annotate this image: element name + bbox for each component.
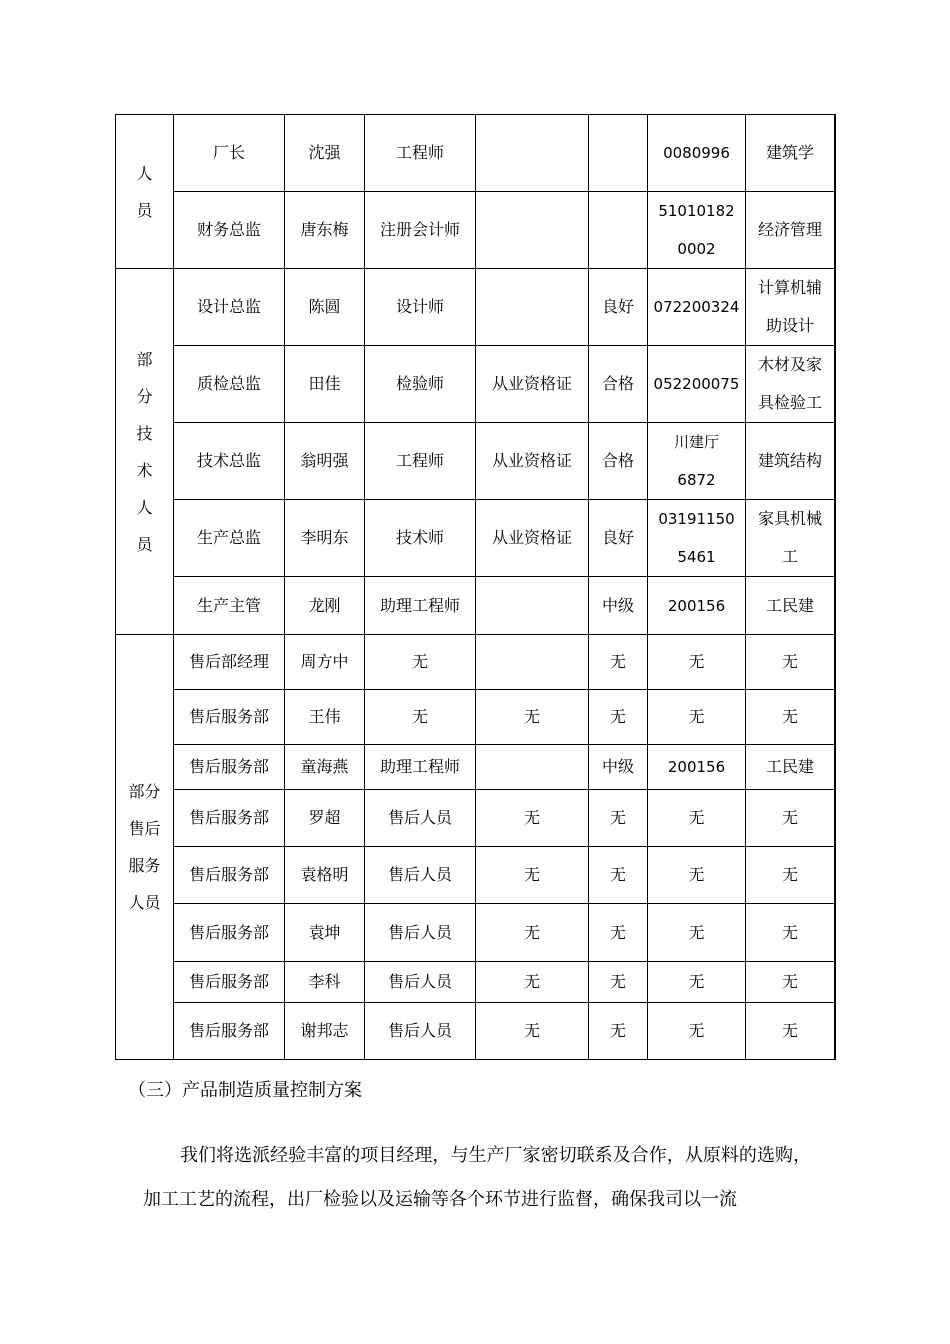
level-cell [589, 115, 648, 192]
number-cell: 031911505461 [648, 500, 746, 577]
level-cell: 良好 [589, 500, 648, 577]
position-cell: 生产主管 [174, 577, 285, 635]
number-cell: 无 [648, 847, 746, 904]
number-cell: 052200075 [648, 346, 746, 423]
name-cell: 田佳 [285, 346, 365, 423]
table-row [116, 690, 835, 745]
name-cell: 龙刚 [285, 577, 365, 635]
certificate-cell: 无 [476, 1003, 589, 1060]
major-cell: 计算机辅助设计 [746, 269, 835, 346]
certificate-cell: 无 [476, 690, 589, 745]
major-cell: 建筑学 [746, 115, 835, 192]
major-cell: 无 [746, 847, 835, 904]
level-cell: 无 [589, 962, 648, 1003]
name-cell: 袁坤 [285, 904, 365, 962]
title-cell: 售后人员 [365, 962, 476, 1003]
major-cell: 建筑结构 [746, 423, 835, 500]
number-cell: 无 [648, 1003, 746, 1060]
certificate-cell: 无 [476, 904, 589, 962]
level-cell: 合格 [589, 346, 648, 423]
name-cell: 童海燕 [285, 745, 365, 790]
level-cell: 无 [589, 1003, 648, 1060]
table-row [116, 500, 835, 577]
number-cell: 无 [648, 690, 746, 745]
name-cell: 罗超 [285, 790, 365, 847]
position-cell: 售后服务部 [174, 962, 285, 1003]
section-heading: （三）产品制造质量控制方案 [128, 1080, 362, 1101]
level-cell: 中级 [589, 745, 648, 790]
major-cell: 无 [746, 1003, 835, 1060]
level-cell [589, 192, 648, 269]
number-cell: 川建厅6872 [648, 423, 746, 500]
table-row [116, 1003, 835, 1060]
table-row [116, 847, 835, 904]
level-cell: 良好 [589, 269, 648, 346]
number-cell: 200156 [648, 577, 746, 635]
table-row [116, 346, 835, 423]
position-cell: 售后服务部 [174, 847, 285, 904]
position-cell: 厂长 [174, 115, 285, 192]
number-cell: 无 [648, 790, 746, 847]
position-cell: 售后部经理 [174, 635, 285, 690]
position-cell: 售后服务部 [174, 790, 285, 847]
name-cell: 袁格明 [285, 847, 365, 904]
body-paragraph: 我们将选派经验丰富的项目经理，与生产厂家密切联系及合作，从原料的选购，加工工艺的流程，出厂检验以及运输等各个环节进行监督，确保我司以一流 [143, 1145, 811, 1210]
table-row [116, 790, 835, 847]
title-cell: 售后人员 [365, 904, 476, 962]
level-cell: 无 [589, 904, 648, 962]
position-cell: 售后服务部 [174, 1003, 285, 1060]
level-cell: 无 [589, 847, 648, 904]
number-cell: 0080996 [648, 115, 746, 192]
major-cell: 无 [746, 790, 835, 847]
level-cell: 合格 [589, 423, 648, 500]
major-cell: 无 [746, 690, 835, 745]
title-cell: 无 [365, 635, 476, 690]
certificate-cell: 无 [476, 847, 589, 904]
title-cell: 售后人员 [365, 1003, 476, 1060]
group-label: 人员 [116, 115, 174, 269]
level-cell: 无 [589, 690, 648, 745]
name-cell: 翁明强 [285, 423, 365, 500]
certificate-cell [476, 269, 589, 346]
title-cell: 售后人员 [365, 790, 476, 847]
name-cell: 李科 [285, 962, 365, 1003]
group-label: 部分技术人员 [116, 269, 174, 635]
table-row [116, 962, 835, 1003]
position-cell: 售后服务部 [174, 690, 285, 745]
certificate-cell: 从业资格证 [476, 423, 589, 500]
major-cell: 无 [746, 962, 835, 1003]
table-row [116, 269, 835, 346]
major-cell: 无 [746, 635, 835, 690]
certificate-cell [476, 635, 589, 690]
position-cell: 售后服务部 [174, 745, 285, 790]
position-cell: 生产总监 [174, 500, 285, 577]
position-cell: 设计总监 [174, 269, 285, 346]
table-body [116, 115, 835, 1060]
major-cell: 家具机械工 [746, 500, 835, 577]
name-cell: 王伟 [285, 690, 365, 745]
level-cell: 中级 [589, 577, 648, 635]
name-cell: 李明东 [285, 500, 365, 577]
level-cell: 无 [589, 635, 648, 690]
major-cell: 无 [746, 904, 835, 962]
certificate-cell: 从业资格证 [476, 346, 589, 423]
group-label: 部分售后服务人员 [116, 635, 174, 1060]
staff-table [115, 114, 835, 1060]
table-row [116, 423, 835, 500]
title-cell: 工程师 [365, 423, 476, 500]
major-cell: 经济管理 [746, 192, 835, 269]
certificate-cell: 无 [476, 962, 589, 1003]
name-cell: 沈强 [285, 115, 365, 192]
table-right-border [834, 114, 836, 1060]
number-cell: 072200324 [648, 269, 746, 346]
certificate-cell: 无 [476, 790, 589, 847]
number-cell: 无 [648, 904, 746, 962]
title-cell: 工程师 [365, 115, 476, 192]
title-cell: 检验师 [365, 346, 476, 423]
title-cell: 技术师 [365, 500, 476, 577]
certificate-cell [476, 115, 589, 192]
name-cell: 谢邦志 [285, 1003, 365, 1060]
table-row [116, 745, 835, 790]
certificate-cell [476, 745, 589, 790]
number-cell: 510101820002 [648, 192, 746, 269]
table-row [116, 115, 835, 192]
name-cell: 唐东梅 [285, 192, 365, 269]
position-cell: 售后服务部 [174, 904, 285, 962]
position-cell: 质检总监 [174, 346, 285, 423]
table-row [116, 192, 835, 269]
title-cell: 助理工程师 [365, 745, 476, 790]
title-cell: 无 [365, 690, 476, 745]
title-cell: 售后人员 [365, 847, 476, 904]
number-cell: 无 [648, 635, 746, 690]
table-row [116, 904, 835, 962]
number-cell: 200156 [648, 745, 746, 790]
name-cell: 陈圆 [285, 269, 365, 346]
title-cell: 注册会计师 [365, 192, 476, 269]
level-cell: 无 [589, 790, 648, 847]
name-cell: 周方中 [285, 635, 365, 690]
position-cell: 财务总监 [174, 192, 285, 269]
title-cell: 助理工程师 [365, 577, 476, 635]
certificate-cell [476, 577, 589, 635]
title-cell: 设计师 [365, 269, 476, 346]
table-row [116, 635, 835, 690]
major-cell: 工民建 [746, 745, 835, 790]
table-row [116, 577, 835, 635]
certificate-cell: 从业资格证 [476, 500, 589, 577]
position-cell: 技术总监 [174, 423, 285, 500]
certificate-cell [476, 192, 589, 269]
number-cell: 无 [648, 962, 746, 1003]
major-cell: 木材及家具检验工 [746, 346, 835, 423]
major-cell: 工民建 [746, 577, 835, 635]
